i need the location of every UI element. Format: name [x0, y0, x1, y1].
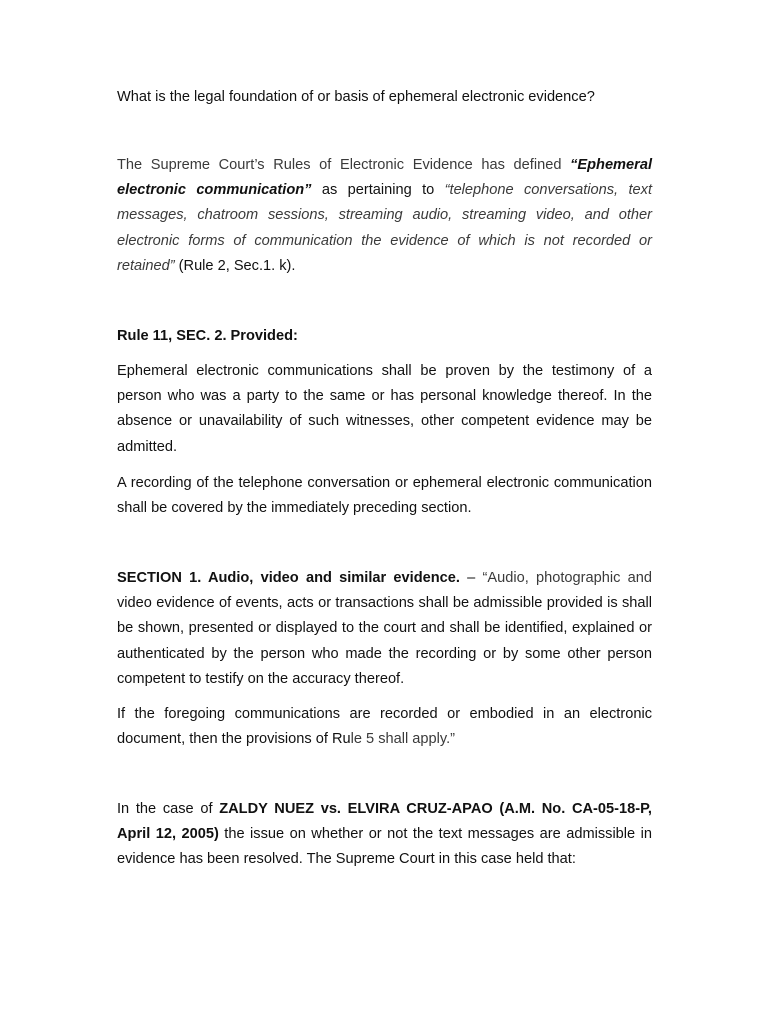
definition-intro: The Supreme Court’s Rules of Electronic Evidence has defined: [117, 157, 571, 173]
section-1-heading: SECTION 1. Audio, video and similar evidence.: [117, 570, 460, 586]
definition-quote: “telephone conversations, text messages, chatroom sessions, streaming audio, streaming video, and other electronic forms of communication the evidence of which is not recorded or retained”: [117, 182, 652, 274]
foregoing-paragraph: [117, 702, 652, 752]
definition-mid: as pertaining to: [311, 182, 445, 199]
section-1-dash: –: [459, 570, 483, 586]
question-heading: What is the legal foundation of or basis of ephemeral electronic evidence?: [117, 89, 595, 105]
case-body: the issue on whether or not the text messages are admissible in evidence has been resolved. The Supreme Court in this case held that:: [117, 826, 652, 868]
definition-citation: (Rule 2, Sec.1. k).: [174, 257, 296, 274]
section-1-paragraph: [117, 566, 652, 692]
rule-paragraph-2: A recording of the telephone conversation or ephemeral electronic communication shall be covered by the immediately preceding section.: [117, 475, 652, 517]
foregoing-tail: le 5 shall apply.”: [350, 731, 456, 748]
section-1-body: video evidence of events, acts or transactions shall be admissible provided is shall be shown, presented or displayed to the court and shall be identified, explained or authenticated by the person who made the recording or by some other person competent to testify on the accuracy thereof.: [117, 595, 652, 687]
definition-paragraph: [117, 153, 652, 279]
case-intro: In the case of: [117, 801, 220, 817]
rule-paragraph-1: Ephemeral electronic communications shall be proven by the testimony of a person who was a party to the same or has personal knowledge thereof. In the absence or unavailability of such witnesses, other competent evidence may be admitted.: [117, 363, 652, 455]
rule-heading: [117, 324, 652, 349]
foregoing-main: If the foregoing communications are recorded or embodied in an electronic document, then the provisions of Ru: [117, 706, 652, 748]
defined-term: “Ephemeral electronic communication”: [117, 157, 652, 199]
case-paragraph: [117, 797, 652, 873]
rule-heading-text: Rule 11, SEC. 2. Provided:: [117, 328, 298, 344]
case-name: ZALDY NUEZ vs. ELVIRA CRUZ-APAO (A.M. No. CA-05-18-P, April 12, 2005): [117, 801, 652, 843]
section-1-quote-start: “Audio, photographic and: [482, 570, 652, 586]
